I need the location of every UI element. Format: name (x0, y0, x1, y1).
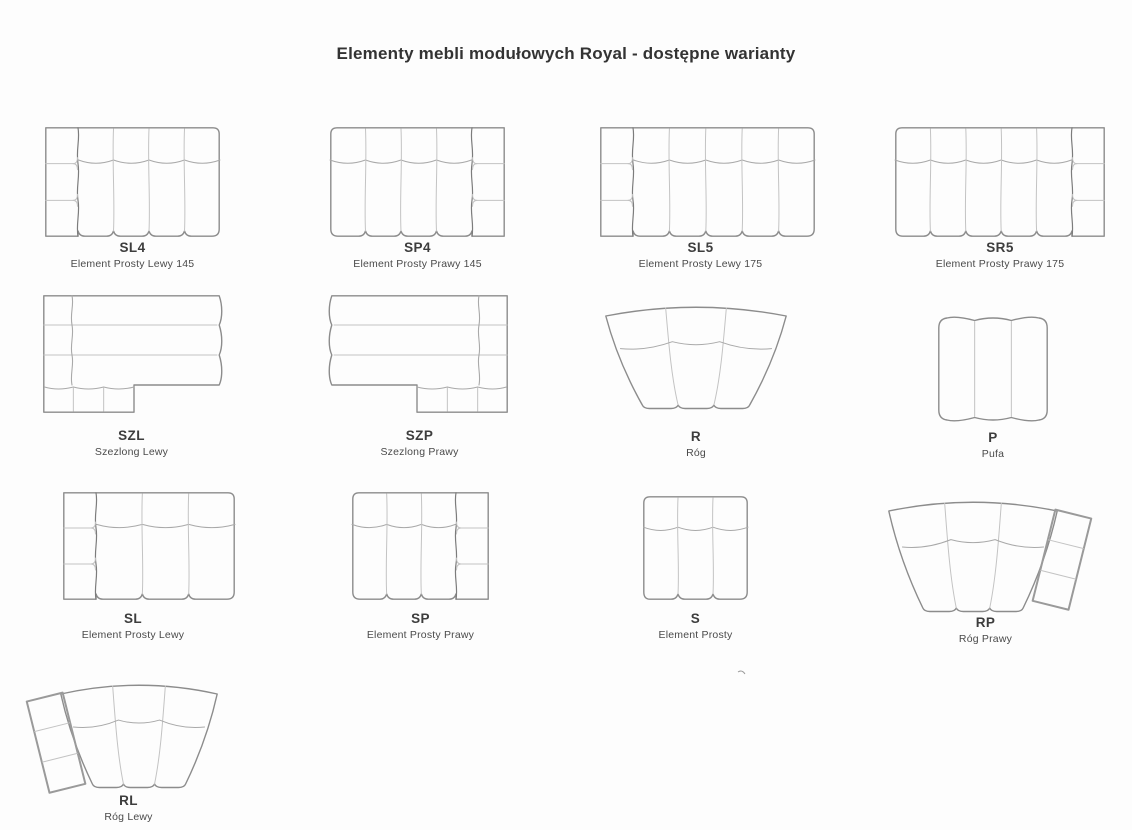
item-label (850, 240, 1132, 270)
item-name: Pufa (981, 448, 1005, 460)
item-name: Szezlong Prawy (380, 446, 459, 458)
furniture-shape-sp (352, 492, 489, 600)
item-code: SL4 (119, 240, 146, 255)
item-label (836, 615, 1132, 645)
furniture-item-rl (25, 681, 218, 823)
item-name: Element Prosty (658, 629, 733, 641)
item-code: SP (411, 611, 430, 626)
furniture-item-p (938, 316, 1048, 460)
furniture-shape-sl (63, 492, 235, 600)
furniture-item-szp (331, 295, 508, 458)
furniture-shape-rp (888, 498, 1093, 612)
furniture-shape-sr5 (895, 127, 1105, 237)
item-label (551, 240, 851, 270)
item-code: R (690, 429, 702, 444)
furniture-shape-sl5 (600, 127, 815, 237)
furniture-shape-r (605, 303, 787, 409)
item-name: Element Prosty Prawy 145 (353, 258, 482, 270)
item-code: SL (123, 611, 143, 626)
item-code: RP (975, 615, 996, 630)
item-label (0, 240, 283, 270)
furniture-shape-rl (25, 681, 218, 788)
item-code: P (988, 430, 998, 445)
furniture-item-sp (352, 492, 489, 641)
item-label (843, 430, 1132, 460)
item-code: RL (119, 793, 138, 808)
furniture-shape-sl4 (45, 127, 220, 237)
furniture-item-rp (888, 498, 1093, 645)
item-name: Element Prosty Prawy 175 (935, 258, 1065, 270)
item-name: Róg (686, 447, 706, 459)
item-name: Element Prosty Lewy (81, 629, 185, 641)
item-code: SZL (118, 428, 145, 443)
item-code: SZP (405, 428, 434, 443)
item-name: Element Prosty Prawy (366, 629, 475, 641)
item-label (271, 611, 571, 641)
item-label (0, 793, 279, 823)
item-code: S (690, 611, 701, 626)
item-label (0, 611, 283, 641)
furniture-item-sp4 (330, 127, 505, 270)
furniture-shape-sp4 (330, 127, 505, 237)
item-label (270, 428, 570, 458)
stray-mark (737, 669, 749, 679)
item-name: Szezlong Lewy (94, 446, 169, 458)
item-code: SL5 (687, 240, 714, 255)
furniture-item-szl (43, 295, 220, 458)
item-name: Element Prosty Lewy 145 (70, 258, 195, 270)
furniture-item-s (643, 496, 748, 641)
furniture-item-sl4 (45, 127, 220, 270)
furniture-shape-szl (43, 295, 220, 413)
item-name: Róg Lewy (104, 811, 153, 823)
item-name: Róg Prawy (958, 633, 1013, 645)
furniture-shape-p (938, 316, 1048, 422)
item-label (0, 428, 282, 458)
furniture-shape-s (643, 496, 748, 600)
furniture-item-sr5 (895, 127, 1105, 270)
item-code: SR5 (986, 240, 1014, 255)
item-name: Element Prosty Lewy 175 (638, 258, 763, 270)
item-label (546, 429, 846, 459)
item-label (268, 240, 568, 270)
item-label (546, 611, 846, 641)
furniture-shape-szp (331, 295, 508, 413)
item-code: SP4 (404, 240, 431, 255)
furniture-item-sl (63, 492, 235, 641)
page-title: Elementy mebli modułowych Royal - dostępne warianty (336, 44, 796, 63)
furniture-item-sl5 (600, 127, 815, 270)
furniture-item-r (605, 303, 787, 459)
